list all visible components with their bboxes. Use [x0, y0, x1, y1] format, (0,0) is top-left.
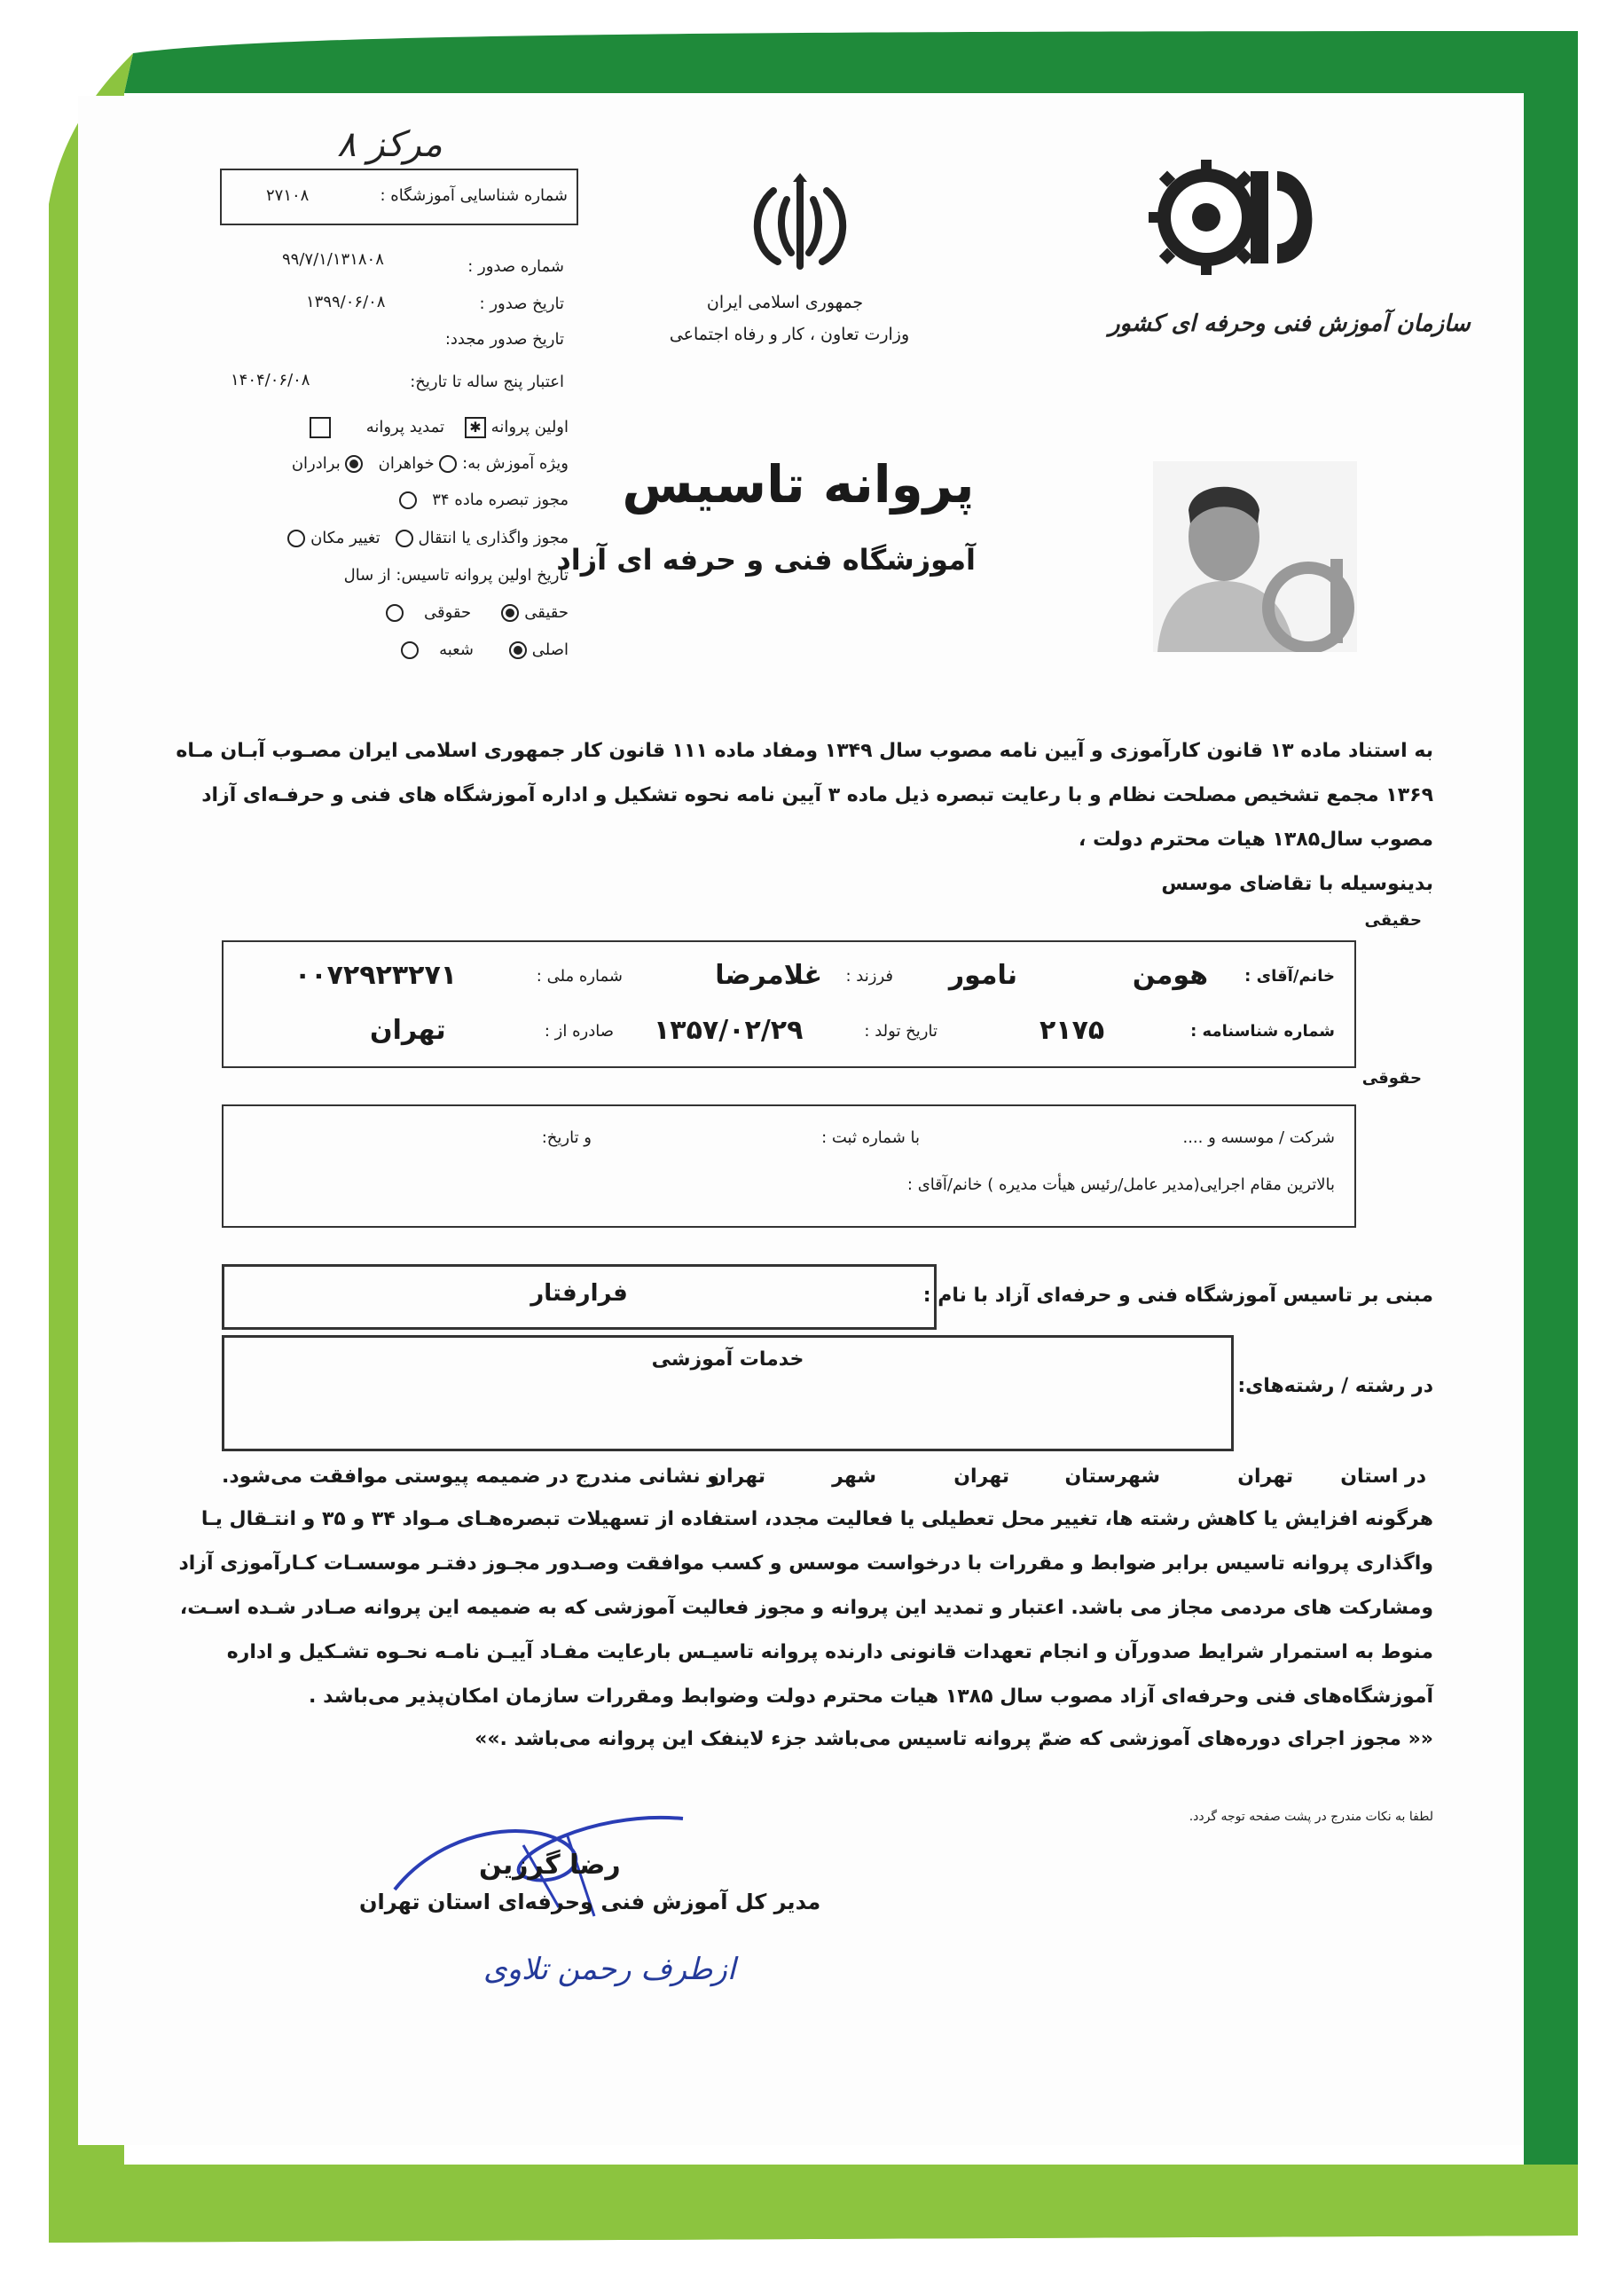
ceo-label: بالاترین مقام اجرایی(مدیر عامل/رئیس هیأت مدیره ) خانم/آقای :: [906, 1175, 1335, 1194]
founder-photo: [1153, 461, 1357, 652]
national-id-value: ۰۰۷۲۹۲۳۲۷۱: [294, 960, 458, 991]
school-id-label: شماره شناسایی آموزشگاه :: [380, 186, 568, 205]
county-value: تهران: [953, 1466, 1009, 1488]
terms-line5: آموزشگاه‌های فنی وحرفه‌ای آزاد مصوب سال ۱۳۸۵ هیات محترم دولت وضوابط ومقررات سازمان امکان‌پذیر می‌باشد .: [309, 1686, 1433, 1708]
intro-line4: بدینوسیله با تقاضای موسس: [1161, 873, 1433, 895]
intro-line3: مصوب سال۱۳۸۵ هیات محترم دولت ،: [1079, 829, 1433, 851]
sub-title: آموزشگاه فنی و حرفه ای آزاد: [556, 543, 976, 577]
reg-number-label: با شماره ثبت :: [821, 1128, 920, 1147]
city-label: شهر: [832, 1466, 876, 1488]
id-number-value: ۲۱۷۵: [1040, 1015, 1105, 1046]
legal-radio: [386, 604, 404, 622]
intro-line2: ۱۳۶۹ مجمع تشخیص مصلحت نظام و با رعایت تبصره ذیل ماده ۳ آیین نامه نحوه تشکیل و اداره آموزشگاه های فنی و حرفـه‌ای آزاد: [201, 784, 1433, 806]
legal-person-box: [222, 1104, 1356, 1228]
person-photo-icon: [1153, 461, 1357, 652]
validity-label: اعتبار پنج ساله تا تاریخ:: [410, 373, 564, 391]
id-number-label: شماره شناسنامه :: [1190, 1022, 1335, 1041]
school-id-value: ۲۷۱۰۸: [266, 186, 310, 205]
license-type-row: [310, 417, 569, 438]
child-of-label: فرزند :: [845, 967, 893, 986]
terms-bold-line: «« مجوز اجرای دوره‌های آموزشی که ضمّ پروانه تاسیس می‌باشد جزء لاینفک این پروانه می‌باشد .»»: [475, 1728, 1433, 1750]
issue-number-label: شماره صدور :: [467, 257, 564, 276]
first-est-date-label: تاریخ اولین پروانه تاسیس: از سال: [343, 566, 569, 585]
national-id-label: شماره ملی :: [536, 967, 623, 986]
terms-line3: ومشارکت های مردمی مجاز می باشد. اعتبار و تمدید این پروانه و مجوز فعالیت آموزشی که به ضمیمه این پروانه صـادر شـده اسـت،: [179, 1597, 1433, 1619]
real-section-label: حقیقی: [1364, 911, 1422, 930]
branch-type-row: [401, 640, 569, 659]
legal-section-label: حقوقی: [1361, 1069, 1422, 1088]
change-place-radio: [287, 530, 305, 547]
province-value: تهران: [1237, 1466, 1293, 1488]
legal-label: حقوقی: [424, 603, 472, 622]
art34-label: مجوز تبصره ماده ۳۴: [432, 491, 569, 509]
org-name: سازمان آموزش فنی وحرفه ای کشور: [1109, 310, 1471, 337]
first-license-label: اولین پروانه: [490, 418, 569, 436]
birth-date-value: ۱۳۵۷/۰۲/۲۹: [654, 1015, 804, 1046]
field-box: [222, 1335, 1234, 1451]
main-label: اصلی: [531, 640, 569, 659]
validity-value: ۱۴۰۴/۰۶/۰۸: [231, 371, 310, 389]
institute-name-box: [222, 1264, 937, 1330]
change-place-label: تغییر مکان: [310, 529, 381, 547]
back-page-note: لطفا به نکات مندرج در پشت صفحه توجه گردد.: [1189, 1810, 1433, 1824]
main-radio: [509, 641, 527, 659]
sisters-radio: [439, 455, 457, 473]
issue-date-value: ۱۳۹۹/۰۶/۰۸: [306, 293, 386, 311]
issue-number-value: ۹۹/۷/۱/۱۳۱۸۰۸: [282, 250, 384, 269]
real-label: حقیقی: [524, 603, 569, 622]
center-code: مرکز ۸: [337, 124, 443, 165]
terms-line4: منوط به استمرار شرایط صدورآن و انجام تعهدات قانونی دارنده پروانه تاسیـس بارعایت مفـاد آییـن نامـه نحـوه تشـکیل و اداره: [226, 1641, 1433, 1663]
art34-row: [399, 491, 569, 509]
title-label: خانم/آقای :: [1244, 967, 1335, 986]
birth-date-label: تاریخ تولد :: [864, 1022, 938, 1041]
county-label: شهرستان: [1064, 1466, 1160, 1488]
intro-line1: به استناد ماده ۱۳ قانون کارآموزی و آیین نامه مصوب سال ۱۳۴۹ ومفاد ماده ۱۱۱ قانون کار جمهوری اسلامی ایران مصـوب آبـان مـاه: [176, 740, 1433, 762]
signer-position: مدیر کل آموزش فنی وحرفه‌ای استان تهران: [359, 1890, 821, 1914]
terms-line1: هرگونه افزایش یا کاهش رشته ها، تغییر محل تعطیلی یا فعالیت مجدد، استفاده از تسهیلات تبصره‌هـای مـواد ۳۴ و ۳۵ و انتـقال یـا: [200, 1508, 1433, 1530]
institute-name-value: فرارفتار: [530, 1280, 628, 1307]
city-value: تهران: [710, 1466, 765, 1488]
tvto-logo-icon: [1144, 155, 1330, 279]
real-person-box: [222, 940, 1356, 1068]
owner-type-row: [386, 603, 569, 622]
training-for-row: [292, 454, 569, 473]
signer-name: رضا گرزین: [479, 1850, 621, 1881]
terms-line2: واگذاری پروانه تاسیس برابر ضوابط و مقررات با درخواست موسس و کسب موافقت وصـدور مجـوز دفتـر موسسـات کـارآموزی آزاد: [178, 1552, 1433, 1575]
institute-name-label: مبنی بر تاسیس آموزشگاه فنی و حرفه‌ای آزاد با نام :: [922, 1285, 1433, 1307]
training-for-label: ویژه آموزش به:: [462, 454, 569, 473]
location-tail: و نشانی مندرج در ضمیمه پیوستی موافقت می‌شود.: [222, 1466, 719, 1488]
transfer-label: مجوز واگذاری یا انتقال: [418, 529, 569, 547]
school-id-box: [220, 169, 578, 225]
brothers-label: برادران: [291, 454, 341, 473]
transfer-row: [287, 529, 569, 547]
sisters-label: خواهران: [378, 454, 435, 473]
field-value: خدمات آموزشی: [651, 1348, 804, 1371]
issued-from-label: صادره از :: [544, 1022, 614, 1041]
real-radio: [501, 604, 519, 622]
brothers-radio: [345, 455, 363, 473]
iran-emblem-icon: [738, 173, 862, 275]
branch-radio: [401, 641, 419, 659]
issued-from-value: تهران: [370, 1015, 446, 1046]
handwritten-note: ازطرف رحمن تلاوی: [483, 1952, 736, 1987]
company-label: شرکت / موسسه و ....: [1182, 1128, 1335, 1147]
transfer-radio: [396, 530, 413, 547]
branch-label: شعبه: [439, 640, 474, 659]
field-label: در رشته / رشته‌های:: [1237, 1375, 1433, 1397]
location-row: [222, 1459, 1426, 1495]
renewal-checkbox: [310, 417, 331, 438]
renewal-label: تمدید پروانه: [365, 418, 445, 436]
emblem-line2: وزارت تعاون ، کار و رفاه اجتماعی: [669, 325, 910, 344]
main-title: پروانه تاسیس: [622, 454, 975, 515]
reissue-date-label: تاریخ صدور مجدد:: [444, 330, 564, 349]
reg-date-label: و تاریخ:: [541, 1128, 592, 1147]
first-license-checkbox: ✱: [465, 417, 486, 438]
issue-date-label: تاریخ صدور :: [479, 295, 564, 313]
last-name: نامور: [948, 960, 1017, 991]
first-name: هومن: [1132, 960, 1208, 991]
father-name: غلامرضا: [715, 960, 822, 991]
art34-radio: [399, 491, 417, 509]
emblem-line1: جمهوری اسلامی ایران: [706, 293, 864, 312]
province-label: در استان: [1340, 1466, 1426, 1488]
